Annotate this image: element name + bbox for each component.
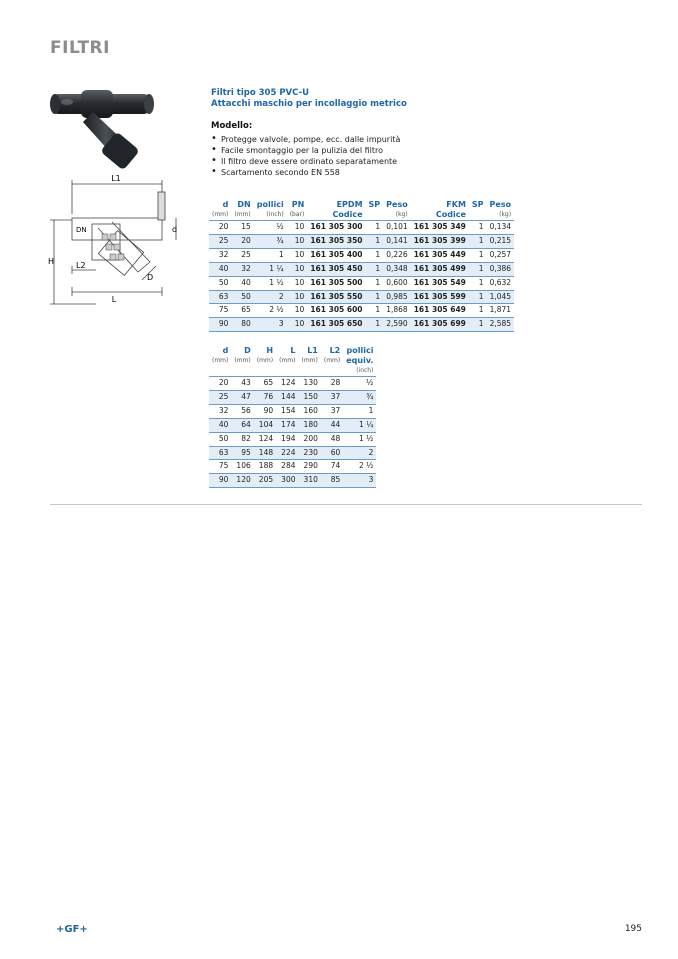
table-cell: 2 xyxy=(254,290,287,304)
col-header: SP xyxy=(471,200,484,209)
drawing-label-h: H xyxy=(48,257,55,266)
table-row xyxy=(209,248,514,262)
table-cell: ½ xyxy=(254,221,287,235)
col-unit: (mm) xyxy=(323,357,341,364)
table-cell: 161 305 599 xyxy=(411,290,469,304)
col-unit: (mm) xyxy=(301,357,318,364)
table-cell: 25 xyxy=(209,234,231,248)
table-cell: 28 xyxy=(321,377,343,391)
table-cell: 20 xyxy=(231,234,253,248)
table-cell: 148 xyxy=(254,446,276,460)
table-cell: 76 xyxy=(254,390,276,404)
table-cell: 15 xyxy=(231,221,253,235)
table-cell: ¾ xyxy=(343,390,376,404)
table-cell: 90 xyxy=(254,404,276,418)
table-cell: 2,590 xyxy=(383,318,411,332)
table-cell: 43 xyxy=(231,377,253,391)
table-cell: 180 xyxy=(299,418,321,432)
dimensions-table-body xyxy=(209,377,376,488)
table-cell: 161 305 400 xyxy=(307,248,365,262)
table-row xyxy=(209,418,376,432)
table-row xyxy=(209,276,514,290)
table-cell: 1 ¼ xyxy=(343,418,376,432)
dims-unit-row xyxy=(209,356,376,366)
table-cell: 161 305 350 xyxy=(307,234,365,248)
table-cell: 48 xyxy=(321,432,343,446)
table-cell: 1,868 xyxy=(383,304,411,318)
col-header: L xyxy=(290,346,296,355)
table-cell: 3 xyxy=(343,474,376,488)
table-row xyxy=(209,446,376,460)
col-header: FKM xyxy=(446,200,466,209)
col-unit xyxy=(366,210,384,221)
col-header: PN xyxy=(291,200,305,209)
table-cell: 10 xyxy=(287,318,308,332)
table-cell: 75 xyxy=(209,460,231,474)
col-header: pollici xyxy=(256,200,284,209)
col-unit: (kg) xyxy=(487,210,515,221)
table-cell: 1 xyxy=(366,276,384,290)
feature-item: • Il filtro deve essere ordinato separatamente xyxy=(211,156,571,167)
product-description xyxy=(211,88,571,178)
feature-item: • Facile smontaggio per la pulizia del filtro xyxy=(211,145,571,156)
table-cell: 161 305 600 xyxy=(307,304,365,318)
table-cell: 1 xyxy=(366,318,384,332)
table-cell: 1,045 xyxy=(487,290,515,304)
col-unit: (mm) xyxy=(212,357,229,364)
table-cell: 65 xyxy=(231,304,253,318)
table-cell: 80 xyxy=(231,318,253,332)
gf-logo: +GF+ xyxy=(56,924,88,935)
product-photo xyxy=(45,86,165,172)
col-unit: Codice xyxy=(411,210,469,221)
table-cell: 174 xyxy=(276,418,298,432)
section-title: FILTRI xyxy=(50,38,110,58)
col-header: SP xyxy=(368,200,381,209)
table-cell: 95 xyxy=(231,446,253,460)
dims-header-row xyxy=(209,346,376,356)
table-cell: 1 xyxy=(254,248,287,262)
col-unit: (mm) xyxy=(256,357,274,364)
table-cell: 161 305 549 xyxy=(411,276,469,290)
table-cell: 10 xyxy=(287,248,308,262)
table-cell: 1 xyxy=(366,304,384,318)
table-cell: 40 xyxy=(209,418,231,432)
table-cell: 161 305 300 xyxy=(307,221,365,235)
table-cell: 2 ½ xyxy=(343,460,376,474)
col-header: d xyxy=(222,200,229,209)
table-cell: 25 xyxy=(209,390,231,404)
table-cell: 1,871 xyxy=(487,304,515,318)
table-row xyxy=(209,377,376,391)
table-cell: 0,386 xyxy=(487,262,515,276)
table-cell: 1 xyxy=(366,262,384,276)
col-header: EPDM xyxy=(336,200,363,209)
table-cell: 44 xyxy=(321,418,343,432)
table-cell: 1 ½ xyxy=(343,432,376,446)
table-cell: 0,348 xyxy=(383,262,411,276)
feature-item: • Protegge valvole, pompe, ecc. dalle impurità xyxy=(211,134,571,145)
table-cell: 230 xyxy=(299,446,321,460)
table-cell: 224 xyxy=(276,446,298,460)
col-header: Peso xyxy=(489,200,512,209)
product-title: Filtri tipo 305 PVC-U xyxy=(211,88,309,98)
table-row xyxy=(209,390,376,404)
col-unit: (mm) xyxy=(231,210,253,221)
drawing-label-d-outer: D xyxy=(147,273,154,282)
col-unit: equiv. xyxy=(346,356,374,365)
table-cell: 40 xyxy=(209,262,231,276)
col-header: pollici xyxy=(346,346,374,355)
table-cell: 160 xyxy=(299,404,321,418)
codes-table-body xyxy=(209,221,514,332)
table-cell: 10 xyxy=(287,234,308,248)
model-label: Modello: xyxy=(211,121,253,131)
col-header: D xyxy=(244,346,251,355)
table-cell: 0,632 xyxy=(487,276,515,290)
col-unit: Codice xyxy=(307,210,365,221)
table-cell: 75 xyxy=(209,304,231,318)
table-cell: 63 xyxy=(209,290,231,304)
table-cell: 0,215 xyxy=(487,234,515,248)
codes-table xyxy=(209,200,514,332)
table-cell: 10 xyxy=(287,290,308,304)
table-cell: 161 305 449 xyxy=(411,248,469,262)
table-cell: 10 xyxy=(287,262,308,276)
table-cell: 104 xyxy=(254,418,276,432)
table-cell: 161 305 699 xyxy=(411,318,469,332)
table-cell: 37 xyxy=(321,404,343,418)
table-cell: 1 xyxy=(469,262,487,276)
table-row xyxy=(209,290,514,304)
table-cell: 50 xyxy=(231,290,253,304)
table-cell: 0,985 xyxy=(383,290,411,304)
table-cell: 25 xyxy=(231,248,253,262)
table-cell: 10 xyxy=(287,221,308,235)
codes-header-row xyxy=(209,200,514,210)
col-header: d xyxy=(222,346,229,355)
feature-item: • Scartamento secondo EN 558 xyxy=(211,167,571,178)
table-cell: 130 xyxy=(299,377,321,391)
table-row xyxy=(209,304,514,318)
table-cell: 1 xyxy=(343,404,376,418)
table-cell: 1 xyxy=(366,234,384,248)
table-cell: 188 xyxy=(254,460,276,474)
table-cell: 90 xyxy=(209,474,231,488)
table-cell: 0,226 xyxy=(383,248,411,262)
drawing-label-dn: DN xyxy=(76,226,87,234)
drawing-label-l1: L1 xyxy=(111,174,121,183)
table-cell: 1 ½ xyxy=(254,276,287,290)
dimensions-table xyxy=(209,346,376,488)
table-cell: 161 305 499 xyxy=(411,262,469,276)
table-cell: 50 xyxy=(209,432,231,446)
table-cell: 56 xyxy=(231,404,253,418)
page-number: 195 xyxy=(624,924,642,934)
col-unit: (inch) xyxy=(254,210,287,221)
table-cell: 1 xyxy=(366,221,384,235)
table-cell: 200 xyxy=(299,432,321,446)
table-cell: 161 305 550 xyxy=(307,290,365,304)
table-cell: 3 xyxy=(254,318,287,332)
table-cell: 106 xyxy=(231,460,253,474)
table-cell: 47 xyxy=(231,390,253,404)
table-cell: 284 xyxy=(276,460,298,474)
table-cell: 74 xyxy=(321,460,343,474)
drawing-label-l2: L2 xyxy=(76,261,86,270)
col-unit: (mm) xyxy=(234,357,251,364)
drawing-label-l: L xyxy=(111,295,117,304)
table-cell: 161 305 650 xyxy=(307,318,365,332)
table-cell: 1 xyxy=(469,304,487,318)
table-row xyxy=(209,474,376,488)
table-cell: 37 xyxy=(321,390,343,404)
table-cell: 65 xyxy=(254,377,276,391)
table-cell: 2 xyxy=(343,446,376,460)
col-unit: (bar) xyxy=(287,210,308,221)
table-cell: 144 xyxy=(276,390,298,404)
table-cell: 10 xyxy=(287,304,308,318)
table-row xyxy=(209,221,514,235)
table-cell: 32 xyxy=(209,404,231,418)
table-cell: 0,141 xyxy=(383,234,411,248)
horizontal-rule xyxy=(50,504,642,505)
table-cell: 1 xyxy=(469,234,487,248)
table-cell: 124 xyxy=(254,432,276,446)
product-subtitle: Attacchi maschio per incollaggio metrico xyxy=(211,99,407,109)
table-cell: 1 xyxy=(469,276,487,290)
col-unit: (mm) xyxy=(279,357,296,364)
table-cell: 161 305 349 xyxy=(411,221,469,235)
table-cell: 2,585 xyxy=(487,318,515,332)
table-cell: 63 xyxy=(209,446,231,460)
table-cell: 1 xyxy=(366,290,384,304)
col-unit: (mm) xyxy=(209,210,231,221)
col-header: H xyxy=(266,346,274,355)
col-header: L2 xyxy=(329,346,341,355)
table-cell: 205 xyxy=(254,474,276,488)
table-row xyxy=(209,262,514,276)
table-row xyxy=(209,234,514,248)
table-row xyxy=(209,460,376,474)
table-cell: ½ xyxy=(343,377,376,391)
codes-unit-row xyxy=(209,210,514,221)
table-cell: 82 xyxy=(231,432,253,446)
technical-drawing xyxy=(46,172,180,312)
col-header: DN xyxy=(237,200,251,209)
table-cell: 50 xyxy=(209,276,231,290)
table-cell: 161 305 399 xyxy=(411,234,469,248)
table-cell: 2 ½ xyxy=(254,304,287,318)
table-cell: 290 xyxy=(299,460,321,474)
table-cell: 310 xyxy=(299,474,321,488)
table-cell: 10 xyxy=(287,276,308,290)
table-cell: 124 xyxy=(276,377,298,391)
table-cell: 20 xyxy=(209,377,231,391)
table-row xyxy=(209,404,376,418)
table-row xyxy=(209,432,376,446)
table-cell: 85 xyxy=(321,474,343,488)
table-cell: 0,257 xyxy=(487,248,515,262)
table-cell: 1 xyxy=(366,248,384,262)
table-cell: 150 xyxy=(299,390,321,404)
table-cell: 1 xyxy=(469,318,487,332)
table-cell: 120 xyxy=(231,474,253,488)
table-cell: 161 305 450 xyxy=(307,262,365,276)
col-unit: (kg) xyxy=(383,210,411,221)
table-cell: 1 xyxy=(469,221,487,235)
table-cell: 1 xyxy=(469,248,487,262)
table-cell: 64 xyxy=(231,418,253,432)
table-cell: 154 xyxy=(276,404,298,418)
col-unit xyxy=(469,210,487,221)
table-cell: 1 ¼ xyxy=(254,262,287,276)
table-cell: 32 xyxy=(231,262,253,276)
table-cell: 0,134 xyxy=(487,221,515,235)
col-header: Peso xyxy=(386,200,408,209)
table-row xyxy=(209,318,514,332)
table-cell: ¾ xyxy=(254,234,287,248)
drawing-label-d: d xyxy=(172,225,178,234)
table-cell: 161 305 649 xyxy=(411,304,469,318)
table-cell: 40 xyxy=(231,276,253,290)
table-cell: 20 xyxy=(209,221,231,235)
table-cell: 0,600 xyxy=(383,276,411,290)
table-cell: 32 xyxy=(209,248,231,262)
table-cell: 194 xyxy=(276,432,298,446)
table-cell: 1 xyxy=(469,290,487,304)
table-cell: 161 305 500 xyxy=(307,276,365,290)
table-cell: 300 xyxy=(276,474,298,488)
table-cell: 0,101 xyxy=(383,221,411,235)
col-header: L1 xyxy=(307,346,318,355)
feature-list xyxy=(211,134,571,178)
dims-unit-extra-row xyxy=(209,366,376,377)
col-unit-extra: (inch) xyxy=(343,366,376,377)
table-cell: 90 xyxy=(209,318,231,332)
table-cell: 60 xyxy=(321,446,343,460)
